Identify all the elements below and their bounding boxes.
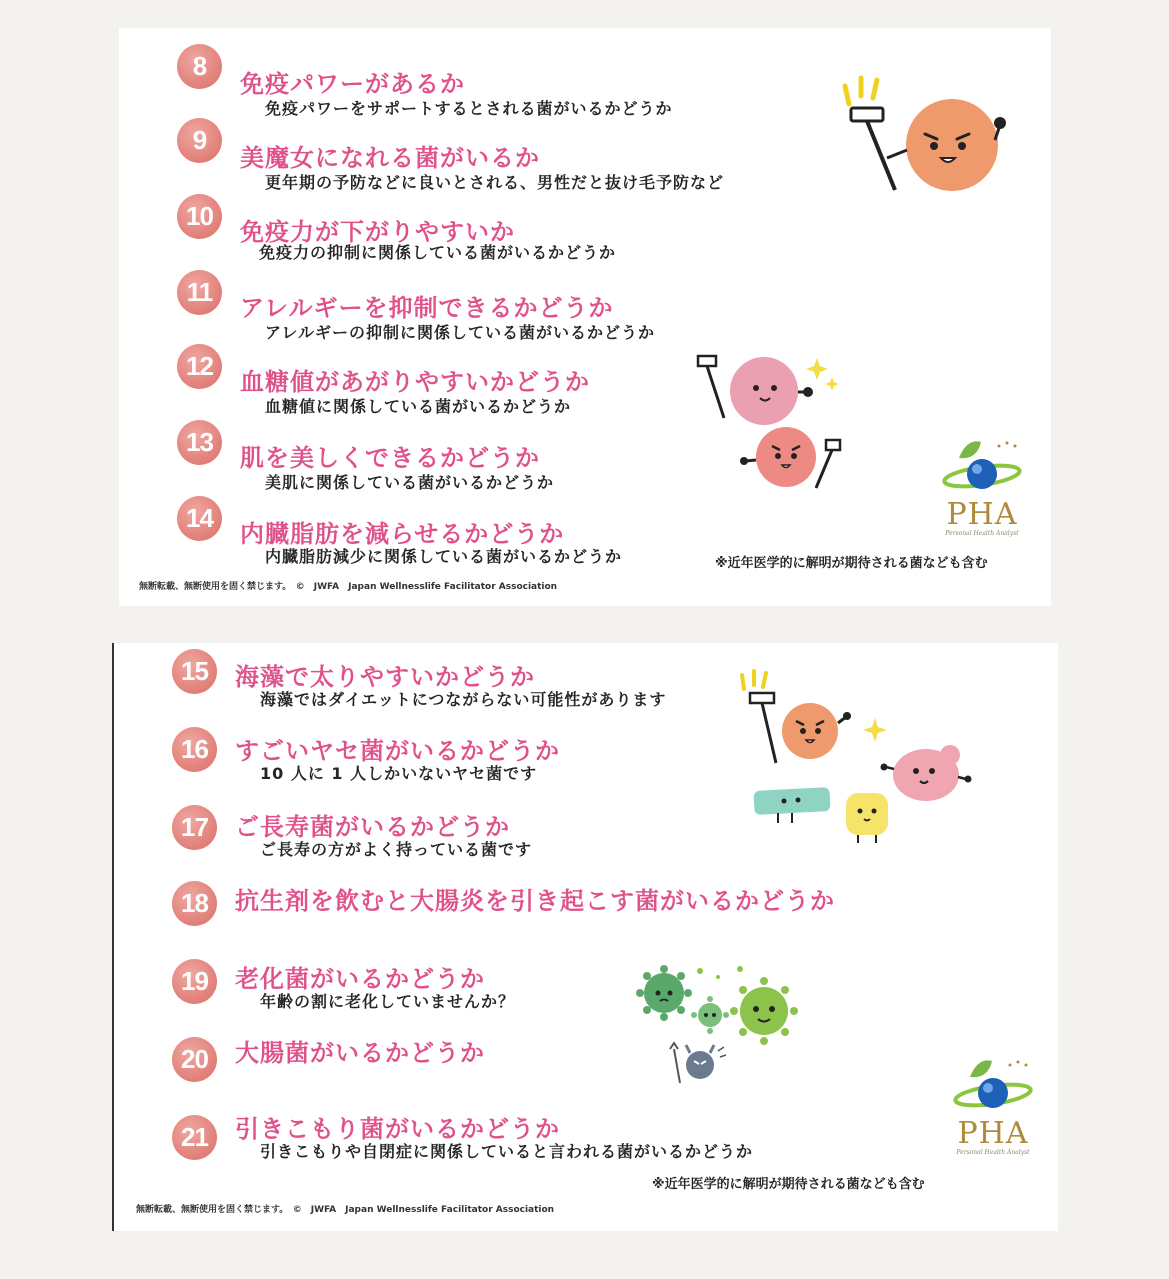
logo-text: PHA [957,1116,1029,1151]
item-number-badge: 15 [172,649,217,694]
item-description: 10 人に 1 人しかいないヤセ菌です [260,764,538,783]
logo-tagline: Personal Health Analyst [956,1149,1030,1156]
item-title: 老化菌がいるかどうか [235,965,485,993]
list-item [114,881,1058,941]
item-description: 海藻ではダイエットにつながらない可能性があります [260,690,667,709]
item-number-badge: 10 [177,194,222,239]
item-number-badge: 16 [172,727,217,772]
list-item [114,959,1058,1019]
item-number-badge: 19 [172,959,217,1004]
item-title: 大腸菌がいるかどうか [235,1039,485,1067]
logo-text: PHA [946,497,1018,532]
footnote: ※近年医学的に解明が期待される菌なども含む [715,556,988,571]
logo-tagline: Personal Health Analyst [945,530,1019,537]
globe-leaf-icon [948,1055,1038,1115]
item-number-badge: 20 [172,1037,217,1082]
item-description: 免疫力の抑制に関係している菌がいるかどうか [259,243,617,262]
item-title: 肌を美しくできるかどうか [240,444,540,472]
item-number-badge: 17 [172,805,217,850]
item-description: 血糖値に関係している菌がいるかどうか [265,397,572,416]
item-description: アレルギーの抑制に関係している菌がいるかどうか [265,323,655,342]
copyright-footer: 無断転載、無断使用を固く禁じます。 © JWFA Japan Wellnesslife Facilitator Association [136,1205,555,1215]
item-title: 美魔女になれる菌がいるか [240,144,540,172]
list-item [119,344,1051,416]
item-title: 抗生剤を飲むと大腸炎を引き起こす菌がいるかどうか [235,887,835,915]
bacteria-characters-pink-illustration [694,348,844,498]
item-number-badge: 14 [177,496,222,541]
item-title: 海藻で太りやすいかどうか [235,663,535,691]
pha-logo [948,1055,1038,1156]
item-description: 更年期の予防などに良いとされる、男性だと抜け毛予防など [265,173,725,192]
copyright-footer: 無断転載、無断使用を固く禁じます。 © JWFA Japan Wellnesslife Facilitator Association [139,582,558,592]
footnote: ※近年医学的に解明が期待される菌なども含む [652,1177,925,1192]
item-description: 免疫パワーをサポートするとされる菌がいるかどうか [265,99,673,118]
item-description: 引きこもりや自閉症に関係していると言われる菌がいるかどうか [260,1142,754,1161]
list-item [119,420,1051,492]
item-title: 引きこもり菌がいるかどうか [235,1115,560,1143]
item-title: ご長寿菌がいるかどうか [235,813,510,841]
list-item [119,270,1051,342]
item-title: 内臓脂肪を減らせるかどうか [240,520,565,548]
item-number-badge: 8 [177,44,222,89]
item-description: 美肌に関係している菌がいるかどうか [265,473,555,492]
slide-1 [119,28,1051,606]
list-item [119,194,1051,262]
virus-characters-illustration [634,961,804,1091]
pha-logo [937,436,1027,537]
item-number-badge: 12 [177,344,222,389]
item-description: 年齢の割に老化していませんか？ [260,992,516,1011]
globe-leaf-icon [937,436,1027,496]
item-number-badge: 13 [177,420,222,465]
bacteria-character-orange-illustration [837,50,1012,200]
list-item [114,1037,1058,1097]
item-title: 免疫パワーがあるか [240,70,465,98]
item-number-badge: 9 [177,118,222,163]
item-title: 血糖値があがりやすいかどうか [240,368,590,396]
slide-2 [112,643,1058,1231]
item-title: すごいヤセ菌がいるかどうか [235,737,560,765]
bacteria-characters-group-illustration [736,665,976,855]
item-title: 免疫力が下がりやすいか [240,218,515,246]
item-number-badge: 18 [172,881,217,926]
item-description: ご長寿の方がよく持っている菌です [260,840,533,859]
item-title: アレルギーを抑制できるかどうか [240,294,614,322]
item-number-badge: 11 [177,270,222,315]
item-description: 内臓脂肪減少に関係している菌がいるかどうか [265,547,623,566]
item-number-badge: 21 [172,1115,217,1160]
list-item [114,1115,1058,1175]
